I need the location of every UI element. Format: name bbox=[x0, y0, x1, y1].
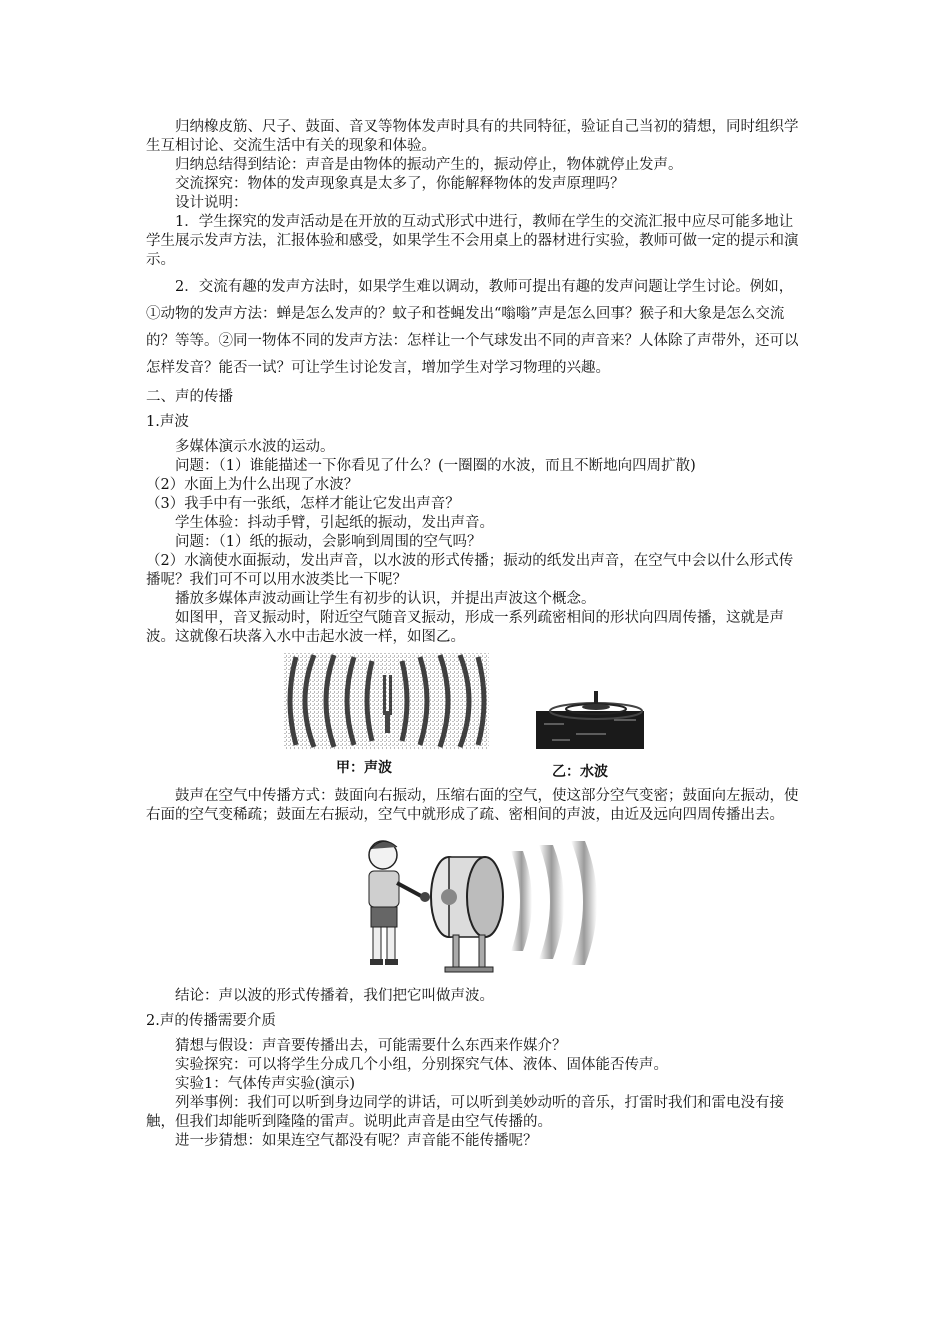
paragraph: 如图甲，音叉振动时，附近空气随音叉振动，形成一系列疏密相间的形状向四周传播，这就是声波。这就像石块落入水中击起水波一样，如图乙。 bbox=[146, 610, 784, 645]
paragraph: 问题：（1）谁能描述一下你看见了什么？(一圈圈的水波，而且不断地向四周扩散) bbox=[175, 458, 696, 474]
figure-caption: 乙：水波 bbox=[552, 764, 608, 780]
paragraph: （2）水滴使水面振动，发出声音，以水波的形式传播；振动的纸发出声音，在空气中会以什么形式传播呢？我们可不可以用水波类比一下呢？ bbox=[146, 553, 794, 588]
water-wave-image bbox=[536, 689, 644, 749]
paragraph: 进一步猜想：如果连空气都没有呢？声音能不能传播呢？ bbox=[175, 1133, 538, 1149]
subsection-heading: 1.声波 bbox=[146, 414, 189, 430]
paragraph: 多媒体演示水波的运动。 bbox=[175, 439, 335, 455]
paragraph: 2．交流有趣的发声方法时，如果学生难以调动，教师可提出有趣的发声问题让学生讨论。例如，①动物的发声方法：蝉是怎么发声的？蚊子和苍蝇发出“嗡嗡”声是怎么回事？猴子和大象是怎么交流的？等等。②同一物体不同的发声方法：怎样让一个气球发出不同的声音来？人体除了声带外，还可以怎样发音？能否一试？可让学生讨论发言，增加学生对学习物理的兴趣。 bbox=[146, 279, 799, 376]
paragraph: 实验1：气体传声实验(演示) bbox=[175, 1076, 356, 1092]
drum-illustration bbox=[361, 831, 611, 981]
sound-wave-image bbox=[284, 653, 489, 749]
drum-figure bbox=[146, 831, 806, 981]
paragraph: 1．学生探究的发声活动是在开放的互动式形式中进行，教师在学生的交流汇报中应尽可能多地让学生展示发声方法，汇报体验和感受，如果学生不会用桌上的器材进行实验，教师可做一定的提示和演示。 bbox=[146, 214, 799, 268]
paragraph: 交流探究：物体的发声现象真是太多了，你能解释物体的发声原理吗？ bbox=[175, 176, 625, 192]
wave-figures bbox=[146, 653, 806, 783]
paragraph: 列举事例：我们可以听到身边同学的讲话，可以听到美妙动听的音乐，打雷时我们和雷电没有接触，但我们却能听到隆隆的雷声。说明此声音是由空气传播的。 bbox=[146, 1095, 784, 1130]
paragraph: （3）我手中有一张纸，怎样才能让它发出声音？ bbox=[146, 496, 460, 512]
paragraph: 实验探究：可以将学生分成几个小组，分别探究气体、液体、固体能否传声。 bbox=[175, 1057, 668, 1073]
paragraph: 鼓声在空气中传播方式：鼓面向右振动，压缩右面的空气，使这部分空气变密；鼓面向左振动，使右面的空气变稀疏；鼓面左右振动，空气中就形成了疏、密相间的声波，由近及远向四周传播出去。 bbox=[146, 788, 799, 823]
paragraph: 猜想与假设：声音要传播出去，可能需要什么东西来作媒介？ bbox=[175, 1038, 567, 1054]
paragraph: 设计说明： bbox=[175, 195, 248, 211]
subsection-heading: 2.声的传播需要介质 bbox=[146, 1013, 276, 1029]
paragraph: （2）水面上为什么出现了水波？ bbox=[146, 477, 359, 493]
document-page bbox=[146, 118, 806, 1151]
paragraph: 播放多媒体声波动画让学生有初步的认识，并提出声波这个概念。 bbox=[175, 591, 596, 607]
figure-caption: 甲：声波 bbox=[336, 760, 392, 776]
paragraph: 归纳总结得到结论：声音是由物体的振动产生的，振动停止，物体就停止发声。 bbox=[175, 157, 683, 173]
paragraph: 问题：（1）纸的振动，会影响到周围的空气吗？ bbox=[175, 534, 482, 550]
section-heading: 二、声的传播 bbox=[146, 389, 233, 405]
paragraph: 学生体验：抖动手臂，引起纸的振动，发出声音。 bbox=[175, 515, 494, 531]
paragraph: 归纳橡皮筋、尺子、鼓面、音叉等物体发声时具有的共同特征，验证自己当初的猜想，同时组织学生互相讨论、交流生活中有关的现象和体验。 bbox=[146, 119, 799, 154]
paragraph: 结论：声以波的形式传播着，我们把它叫做声波。 bbox=[175, 988, 494, 1004]
